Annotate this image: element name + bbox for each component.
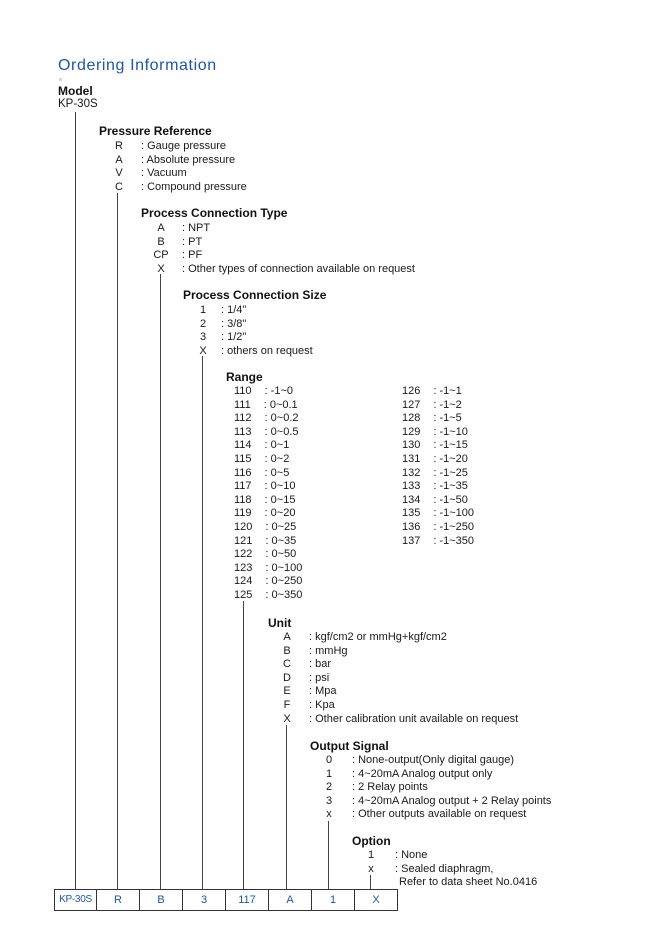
list-item: CP : PF bbox=[153, 249, 203, 262]
list-item: 130 : -1~15 bbox=[402, 439, 468, 452]
model-value: KP-30S bbox=[58, 98, 98, 110]
list-item: 114 : 0~1 bbox=[234, 439, 290, 452]
list-item: 118 : 0~15 bbox=[234, 493, 296, 506]
list-item: C : bar bbox=[283, 658, 332, 671]
list-item: x : Other outputs available on request bbox=[326, 808, 527, 821]
connector-range bbox=[243, 601, 244, 889]
list-item: 115 : 0~2 bbox=[234, 452, 290, 465]
list-item: 2 : 3/8" bbox=[199, 317, 247, 330]
list-item: R : Gauge pressure bbox=[115, 140, 226, 152]
list-item: 126 : -1~1 bbox=[402, 385, 462, 397]
list-item: 127 : -1~2 bbox=[402, 398, 462, 411]
list-item: X : Other types of connection available on request bbox=[157, 262, 415, 275]
list-item: X : others on request bbox=[199, 344, 313, 357]
code-cell-option: X bbox=[354, 890, 397, 910]
connector-model bbox=[75, 112, 76, 889]
list-item: 135 : -1~100 bbox=[402, 507, 475, 520]
list-item: 112 : 0~0.2 bbox=[234, 412, 299, 425]
connector-output-signal bbox=[328, 821, 329, 889]
list-item: 125 : 0~350 bbox=[234, 588, 303, 601]
option-heading: Option bbox=[352, 834, 391, 848]
list-item: 131 : -1~20 bbox=[402, 452, 468, 465]
list-item: Refer to data sheet No.0416 bbox=[399, 876, 538, 889]
list-item: V : Vacuum bbox=[115, 167, 187, 180]
list-item: 111 : 0~0.1 bbox=[234, 398, 298, 411]
list-item: 122 : 0~50 bbox=[234, 548, 297, 561]
unit-list bbox=[281, 631, 518, 726]
code-cell-pressure-reference: R bbox=[96, 890, 139, 910]
output-signal-list bbox=[323, 754, 551, 822]
list-item: 116 : 0~5 bbox=[234, 466, 290, 479]
list-item: 121 : 0~35 bbox=[234, 534, 297, 547]
connector-connection-type bbox=[160, 274, 161, 889]
connector-connection-size bbox=[202, 356, 203, 889]
list-item: 2 : 2 Relay points bbox=[325, 781, 428, 794]
option-list bbox=[365, 849, 537, 890]
list-item: 117 : 0~10 bbox=[234, 480, 296, 493]
list-item: A : kgf/cm2 or mmHg+kgf/cm2 bbox=[283, 631, 447, 643]
list-item: 133 : -1~35 bbox=[402, 480, 468, 493]
range-list-right bbox=[402, 385, 474, 548]
output-signal-heading: Output Signal bbox=[310, 739, 389, 753]
list-item: 110 : -1~0 bbox=[234, 385, 293, 397]
model-heading: Model bbox=[58, 84, 93, 98]
list-item: 3 : 4~20mA Analog output + 2 Relay points bbox=[325, 794, 552, 807]
list-item: 134 : -1~50 bbox=[402, 493, 468, 506]
list-item: 123 : 0~100 bbox=[234, 561, 303, 574]
connection-size-list bbox=[197, 304, 313, 358]
list-item: 120 : 0~25 bbox=[234, 520, 297, 533]
unit-heading: Unit bbox=[268, 616, 292, 630]
list-item: 128 : -1~5 bbox=[402, 412, 462, 425]
list-item: 1 : 1/4" bbox=[199, 304, 247, 316]
list-item: x : Sealed diaphragm, bbox=[368, 862, 494, 875]
list-item: 136 : -1~250 bbox=[402, 520, 475, 533]
connector-pressure-reference bbox=[117, 193, 118, 889]
list-item: 3 : 1/2" bbox=[199, 331, 247, 344]
order-code-bar bbox=[54, 889, 398, 911]
list-item: X : Other calibration unit available on request bbox=[283, 712, 519, 725]
code-cell-connection-size: 3 bbox=[182, 890, 225, 910]
list-item: 1 : 4~20mA Analog output only bbox=[325, 767, 493, 780]
list-item: 1 : None bbox=[367, 849, 428, 861]
list-item: A : Absolute pressure bbox=[115, 153, 236, 166]
code-cell-model: KP-30S bbox=[59, 894, 92, 905]
code-cell-range: 117 bbox=[225, 890, 268, 910]
list-item: B : mmHg bbox=[283, 644, 348, 657]
code-cell-output-signal: 1 bbox=[311, 890, 354, 910]
list-item: B : PT bbox=[157, 235, 203, 248]
list-item: 124 : 0~250 bbox=[234, 575, 303, 588]
list-item: D : psi bbox=[283, 671, 330, 684]
connection-type-heading: Process Connection Type bbox=[141, 206, 288, 220]
pressure-reference-heading: Pressure Reference bbox=[99, 124, 212, 138]
list-item: 119 : 0~20 bbox=[234, 507, 296, 520]
connector-unit bbox=[286, 725, 287, 889]
code-cell-connection-type: B bbox=[139, 890, 182, 910]
page-title: Ordering Information bbox=[58, 57, 217, 74]
code-cell-unit: A bbox=[268, 890, 311, 910]
list-item: F : Kpa bbox=[283, 698, 335, 711]
range-list-left bbox=[234, 385, 302, 603]
list-item: A : NPT bbox=[157, 222, 211, 234]
list-item: 132 : -1~25 bbox=[402, 466, 468, 479]
pressure-reference-list bbox=[113, 140, 247, 194]
list-item: C : Compound pressure bbox=[115, 180, 247, 193]
list-item: 129 : -1~10 bbox=[402, 425, 468, 438]
list-item: E : Mpa bbox=[283, 685, 337, 698]
list-item: 113 : 0~0.5 bbox=[234, 425, 299, 438]
connection-size-heading: Process Connection Size bbox=[183, 288, 327, 302]
connection-type-list bbox=[150, 222, 415, 276]
decorative-dot bbox=[59, 78, 62, 81]
list-item: 0 : None-output(Only digital gauge) bbox=[325, 754, 515, 766]
list-item: 137 : -1~350 bbox=[402, 534, 475, 547]
range-heading: Range bbox=[226, 370, 263, 384]
